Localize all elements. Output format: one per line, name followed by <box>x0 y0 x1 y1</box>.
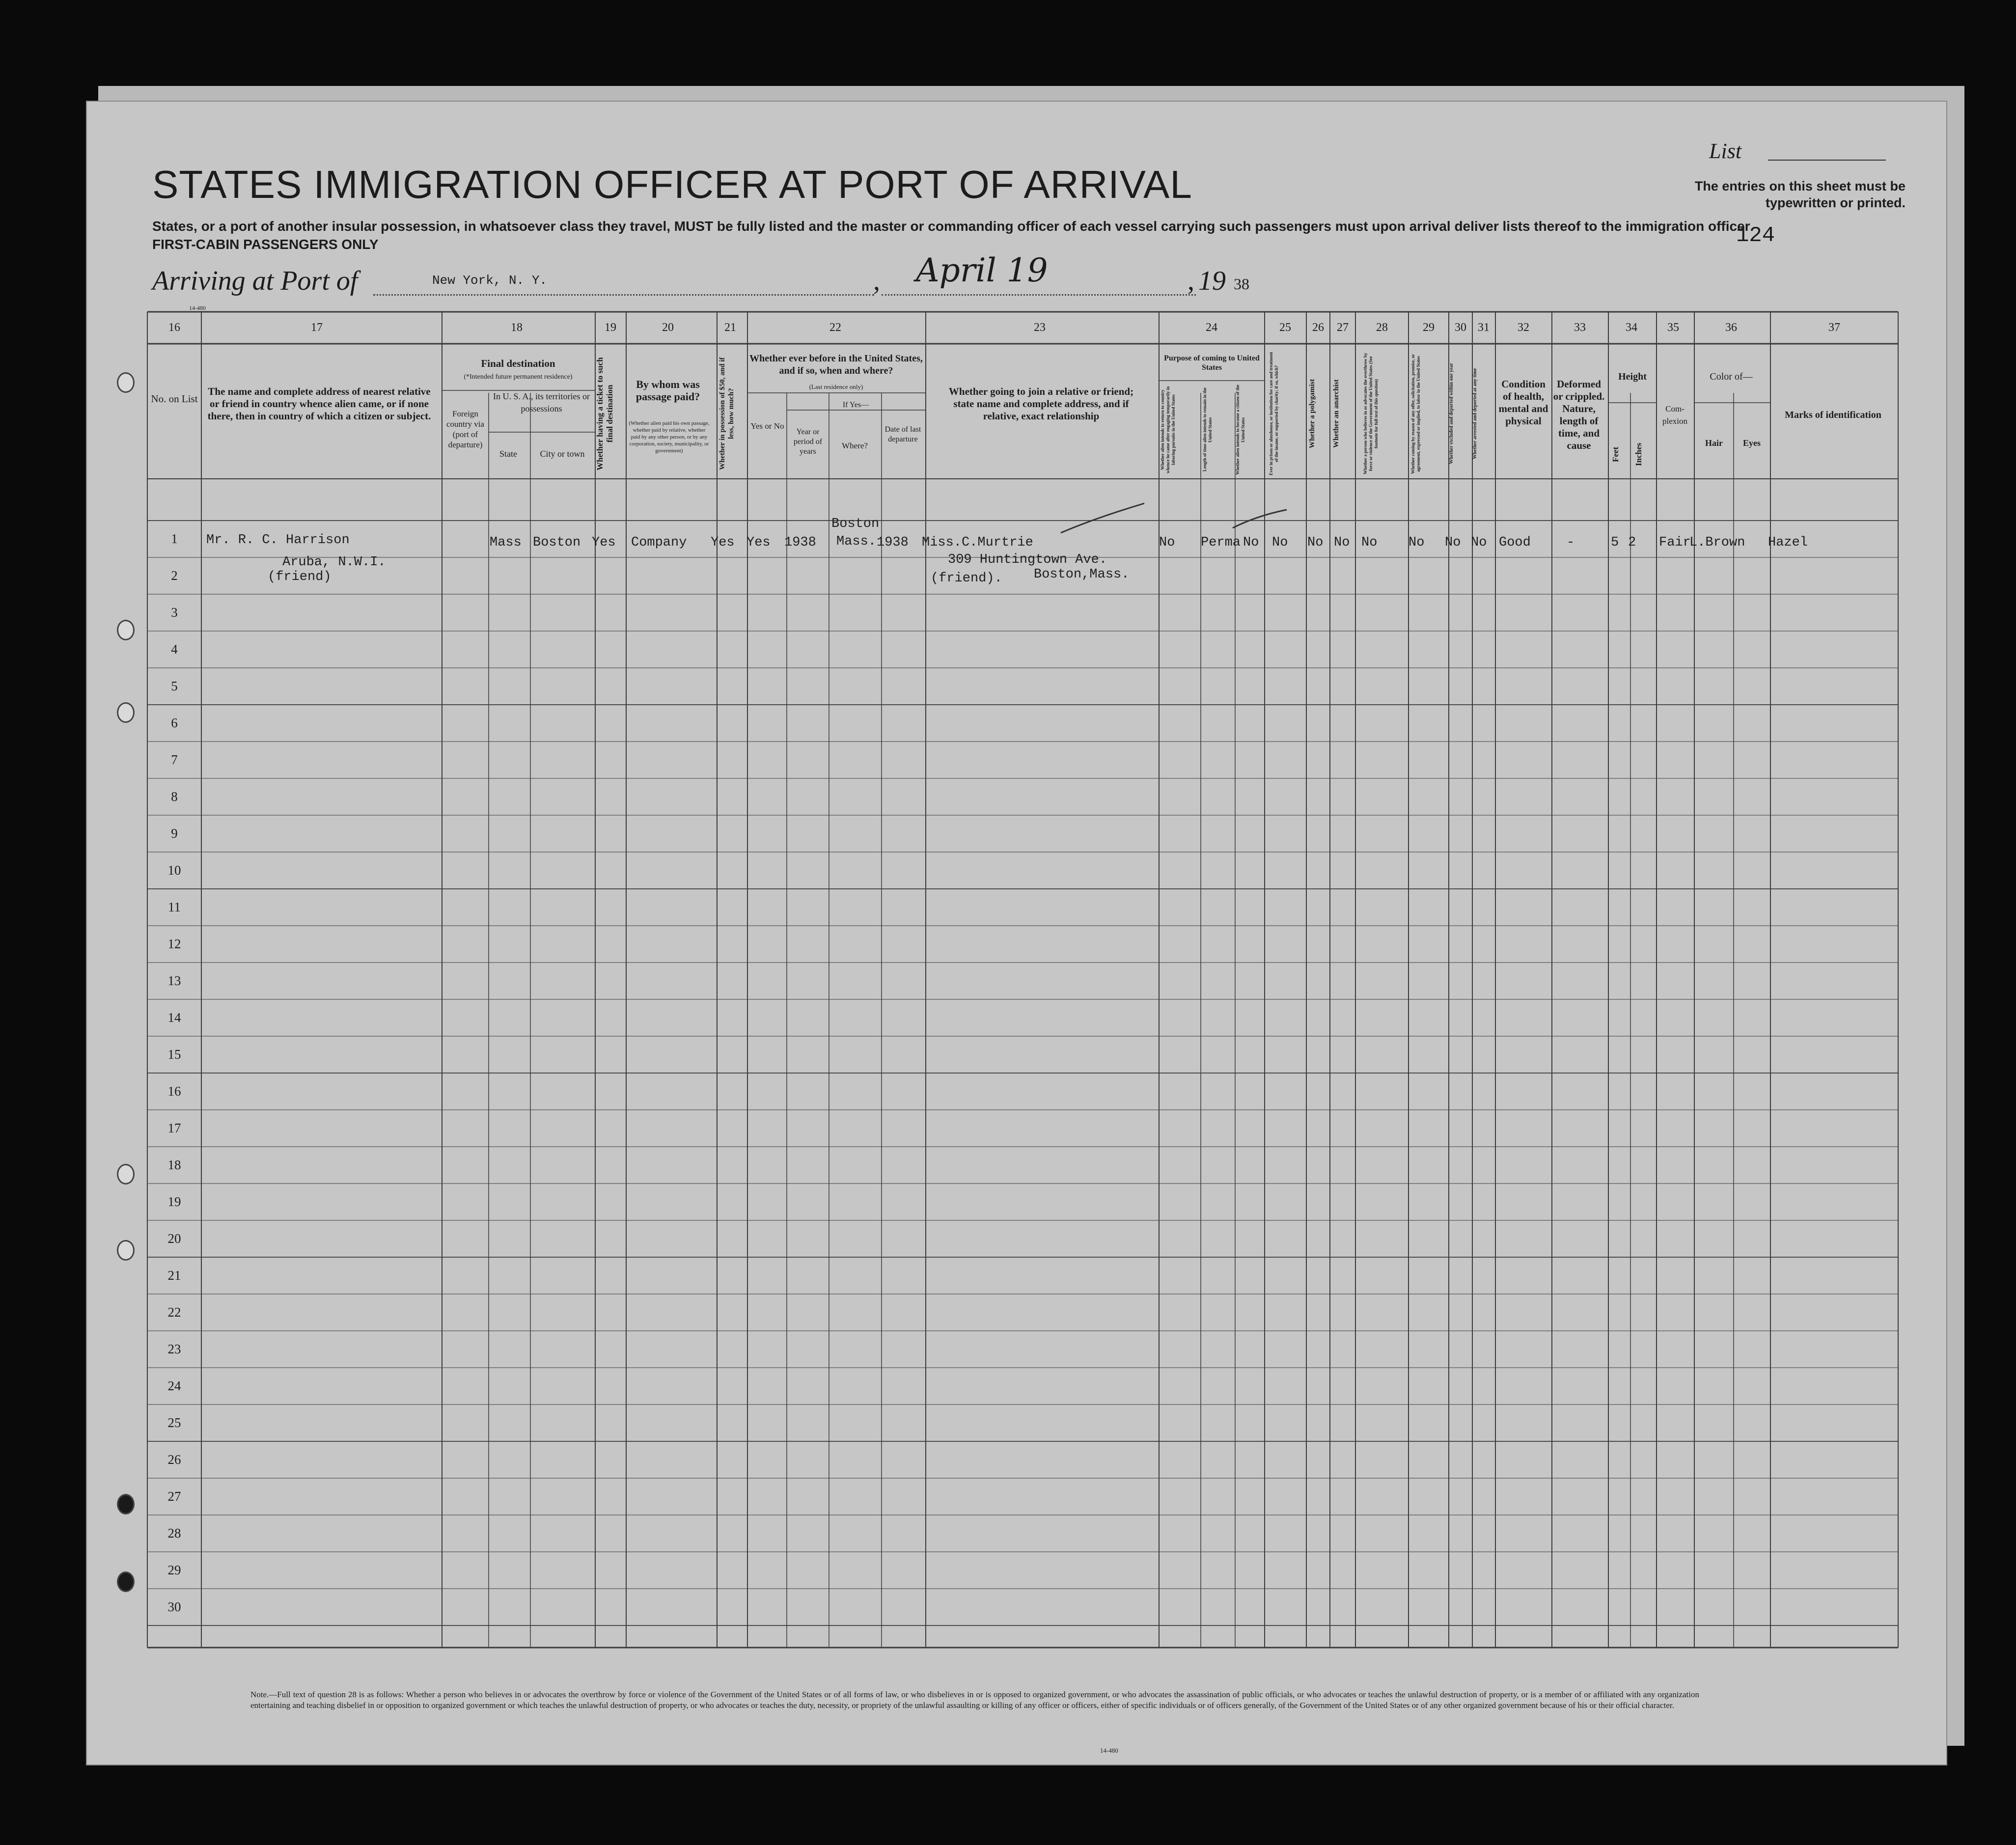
col18-usa-header: In U. S. A., its territories or possessions <box>493 391 590 413</box>
col35-header: Com-plexion <box>1662 404 1687 426</box>
column-number: 25 <box>1279 321 1291 334</box>
col22-subtitle: (Last residence only) <box>809 383 863 390</box>
col31-header: Whether arrested and deported at any time <box>1472 368 1478 460</box>
health-value: Good <box>1499 535 1531 550</box>
comma: , <box>873 266 880 296</box>
check-mark <box>1228 506 1292 530</box>
col22-date-header: Date of last departure <box>884 425 921 443</box>
col29-header: Whether coming by reason of any offer, solicitation, promise, or agreement, expressed or implied, to labor in the United States <box>1410 354 1421 474</box>
column-number: 27 <box>1337 321 1349 334</box>
row-number: 4 <box>171 642 178 657</box>
column-number: 29 <box>1423 321 1435 334</box>
where-line1: Boston <box>831 517 880 531</box>
join-address1: 309 Huntingtown Ave. <box>948 552 1107 567</box>
relative-relation: (friend) <box>268 570 331 584</box>
destination-state: Mass <box>490 535 522 550</box>
row-number: 18 <box>167 1157 181 1172</box>
row-number: 8 <box>171 789 178 804</box>
year-value: 1938 <box>784 535 816 550</box>
row-number: 1 <box>171 531 178 546</box>
column-number: 21 <box>724 321 736 334</box>
row-number: 12 <box>167 936 181 951</box>
passage-paid-value: Company <box>631 535 687 550</box>
possession-value: Yes <box>711 535 735 550</box>
column-number: 22 <box>829 321 841 334</box>
row-number: 16 <box>167 1084 181 1099</box>
citizen-intent-value: No <box>1243 535 1259 550</box>
row-number: 21 <box>167 1268 181 1283</box>
col33-header: Deformed or crippled. Nature, length of time, and cause <box>1553 378 1605 451</box>
col17-header: The name and complete address of nearest relative or friend in country whence alien came, or if none there, then in country of which a citizen or subject. <box>207 386 431 422</box>
col16-header: No. on List <box>151 393 198 405</box>
deported-value: No <box>1471 535 1487 550</box>
column-number: 16 <box>168 321 180 334</box>
col22-ifyes: If Yes— <box>842 401 869 409</box>
col22-yesno-header: Yes or No <box>750 421 784 431</box>
column-number: 24 <box>1206 321 1217 334</box>
col28-header: Whether a person who believes in or advocates the overthrow by force or violence of the Government of the United States (See footnote for full text of this question) <box>1363 353 1379 475</box>
return-intent-value: No <box>1159 535 1175 550</box>
row-number: 13 <box>167 973 181 988</box>
col18-subtitle: (*Intended future permanent residence) <box>464 373 573 381</box>
col36-eyes-header: Eyes <box>1743 438 1761 448</box>
col22-where-header: Where? <box>842 441 868 450</box>
column-number: 37 <box>1828 321 1840 334</box>
arriving-label: Arriving at Port of <box>152 266 358 296</box>
col24-return-header: Whether alien intends to return to country whence he came after engaging temporarily in laboring pursuits in the United States <box>1160 386 1176 473</box>
col36-hair-header: Hair <box>1705 438 1723 448</box>
check-mark <box>1056 498 1154 538</box>
complexion-value: Fair <box>1659 535 1691 550</box>
column-number: 35 <box>1667 321 1679 334</box>
column-number: 20 <box>662 321 674 334</box>
column-number: 18 <box>511 321 523 334</box>
ticket-value: Yes <box>592 535 616 550</box>
col18-city-header: City or town <box>540 449 585 459</box>
row-number: 11 <box>168 900 181 914</box>
col19-header: Whether having a ticket to such final destination <box>595 357 614 470</box>
relative-address: Aruba, N.W.I. <box>282 555 386 570</box>
row-number: 3 <box>171 605 178 620</box>
polygamist-value: No <box>1307 535 1324 550</box>
prison-value: No <box>1272 535 1288 550</box>
list-label: List <box>1709 139 1742 163</box>
column-number: 30 <box>1455 321 1466 334</box>
destination-city: Boston <box>533 535 581 550</box>
col23-header: Whether going to join a relative or friend; state name and complete address, and if relative, exact relationship <box>948 386 1134 422</box>
col26-header: Whether a polygamist <box>1308 379 1316 449</box>
col24-citizen-header: Whether alien intends to become a citizen of the United States <box>1235 385 1245 475</box>
col18-state-header: State <box>499 449 517 459</box>
cabin-class: FIRST-CABIN PASSENGERS ONLY <box>152 237 379 252</box>
year-prefix: 19 <box>1198 266 1226 296</box>
height-inches-value: 2 <box>1628 535 1636 550</box>
port-value: New York, N. Y. <box>432 273 548 288</box>
eyes-value: Hazel <box>1768 535 1808 550</box>
excluded-value: No <box>1445 535 1461 550</box>
col22-year-header: Year or period of years <box>793 428 823 456</box>
list-number: 124 <box>1736 223 1775 248</box>
last-departure-value: 1938 <box>877 535 909 550</box>
col24-title: Purpose of coming to United States <box>1164 354 1260 372</box>
row-number: 14 <box>167 1010 181 1025</box>
row-number: 6 <box>171 716 178 730</box>
column-number: 26 <box>1312 321 1324 334</box>
col20-title: By whom was passage paid? <box>635 378 700 403</box>
column-number: 17 <box>311 321 323 334</box>
height-feet-value: 5 <box>1611 535 1619 550</box>
hair-value: L.Brown <box>1689 535 1745 550</box>
anarchist-value: No <box>1334 535 1350 550</box>
form-number: 14-480 <box>1100 1747 1118 1754</box>
year-suffix: 38 <box>1234 275 1249 293</box>
col21-header: Whether in possession of $50, and if less, how much? <box>718 357 735 470</box>
row-number: 17 <box>167 1121 181 1135</box>
footnote: Note.—Full text of question 28 is as follows: Whether a person who believes in or advocates the overthrow by force or violence of the Government of the United States or of all forms of law, or who disbelieves in or is opposed to organized government, or who advocates the assassination of public officials, or who advocates or teaches the unlawful destruction of property, or is a member of or affiliated with any organization entertaining and teaching disbelief in or opposition to organized government or which teaches the unlawful destruction of property, or who advocates or teaches the duty, necessity, or propriety of the unlawful assaulting or killing of any officer or officers, either of specific individuals or of officers generally, of the Government of the United States or of any other organized government because of his or their official character. <box>250 1690 1699 1710</box>
col25-header: Ever in prison or almshouse, or institution for care and treatment of the insane, or supported by charity; if so, which? <box>1269 352 1279 476</box>
row-number: 9 <box>171 826 178 841</box>
row-number: 5 <box>171 679 178 693</box>
row-number: 23 <box>167 1342 181 1356</box>
row-number: 20 <box>167 1231 181 1246</box>
comma: , <box>1188 266 1194 296</box>
row-number: 28 <box>167 1526 181 1541</box>
col36-title: Color of— <box>1710 371 1753 382</box>
join-name: Miss.C.Murtrie <box>922 535 1033 550</box>
row-number: 22 <box>167 1305 181 1320</box>
row-number: 30 <box>167 1599 181 1614</box>
join-relation: (friend). <box>931 571 1002 586</box>
row-number: 27 <box>167 1489 181 1504</box>
column-number: 36 <box>1725 321 1737 334</box>
row-number: 2 <box>171 568 178 583</box>
row-number: 25 <box>167 1415 181 1430</box>
overthrow-value: No <box>1361 535 1378 550</box>
column-number: 32 <box>1518 321 1529 334</box>
col37-header: Marks of identification <box>1785 410 1881 420</box>
join-address2: Boston,Mass. <box>1034 567 1130 582</box>
col34-feet-header: Feet <box>1611 446 1620 462</box>
col18-title: Final destination <box>481 358 555 369</box>
length-of-stay-value: Perma <box>1201 535 1241 550</box>
col32-header: Condition of health, mental and physical <box>1498 378 1548 427</box>
col34-title: Height <box>1618 371 1647 382</box>
col24-length-header: Length of time alien intends to remain in the United States <box>1202 387 1213 472</box>
page-title: STATES IMMIGRATION OFFICER AT PORT OF ARRIVAL <box>152 163 1192 206</box>
instruction-text: States, or a port of another insular possession, in whatsoever class they travel, MUST be fully listed and the master or commanding officer of each vessel carrying such passengers must upon arrival deliver lists thereof to the immigration officer <box>152 219 1750 234</box>
col20-note: (Whether alien paid his own passage, whether paid by relative, whether paid by any other person, or by any corporation, society, municipality, or government) <box>629 420 710 454</box>
where-line2: Mass. <box>836 534 877 549</box>
column-number: 28 <box>1376 321 1388 334</box>
col27-header: Whether an anarchist <box>1332 379 1340 448</box>
col34-inches-header: Inches <box>1634 442 1643 466</box>
row-number: 24 <box>167 1378 181 1393</box>
column-number: 31 <box>1478 321 1490 334</box>
column-number: 23 <box>1034 321 1046 334</box>
relative-name: Mr. R. C. Harrison <box>206 533 350 548</box>
deformed-value: - <box>1567 535 1575 550</box>
column-number: 33 <box>1574 321 1586 334</box>
before-in-us-value: Yes <box>746 535 771 550</box>
row-number: 7 <box>171 752 178 767</box>
col18-foreign-header: Foreign country via (port of departure) <box>446 409 484 449</box>
row-number: 15 <box>167 1047 181 1062</box>
row-number: 29 <box>167 1563 181 1577</box>
arrival-date: April 19 <box>916 251 1048 289</box>
labor-offer-value: No <box>1408 535 1425 550</box>
col30-header: Whether excluded and deported within one year <box>1449 363 1454 465</box>
column-number: 34 <box>1626 321 1637 334</box>
form-number-top: 14-480 <box>189 304 206 311</box>
column-number: 19 <box>605 321 616 334</box>
col22-title: Whether ever before in the United States, and if so, when and where? <box>749 353 923 376</box>
row-number: 19 <box>167 1194 181 1209</box>
row-number: 26 <box>167 1452 181 1467</box>
row-number: 10 <box>167 863 181 878</box>
entries-note: The entries on this sheet must be typewritten or printed. <box>1694 179 1906 210</box>
